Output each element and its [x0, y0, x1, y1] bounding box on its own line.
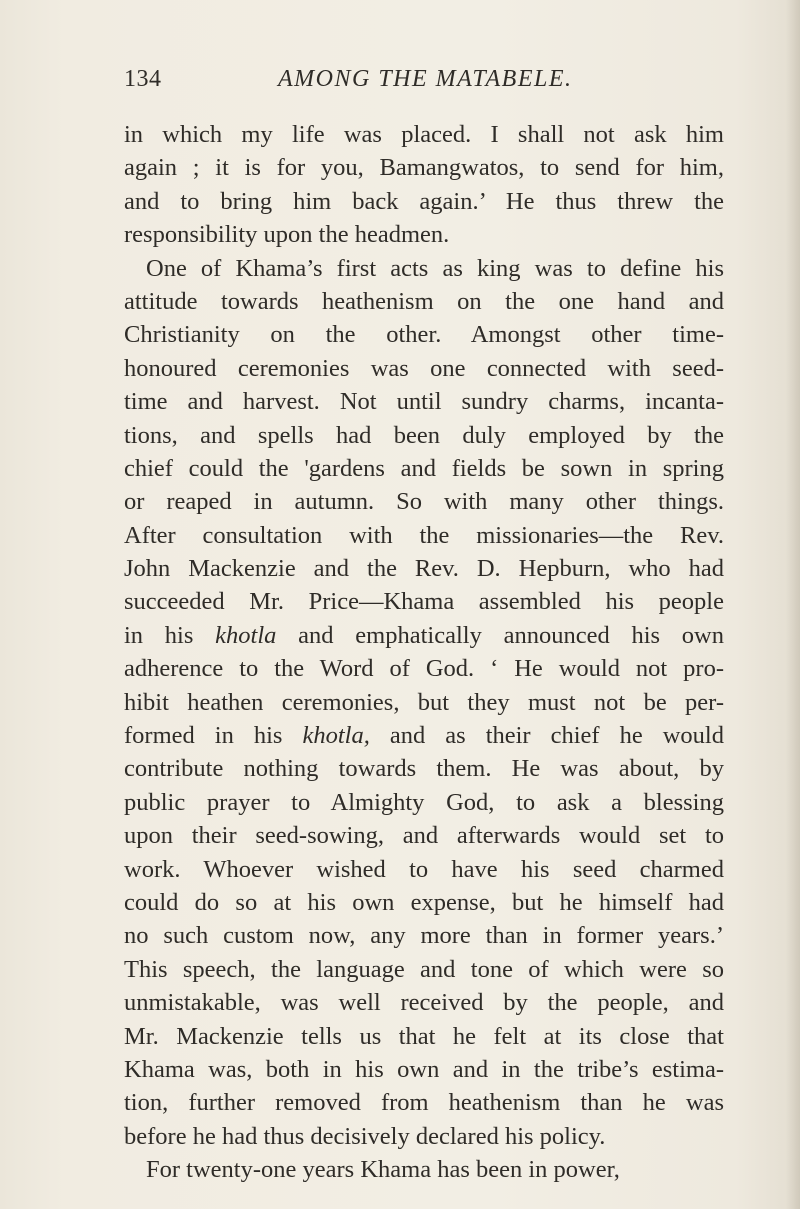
text-line: no such custom now, any more than in former years.’	[124, 922, 724, 950]
italic-term: khotla,	[302, 722, 370, 750]
text-line: John Mackenzie and the Rev. D. Hepburn, who had	[124, 555, 724, 583]
text-line: and to bring him back again.’ He thus threw the	[124, 187, 724, 215]
text-line	[124, 619, 724, 652]
page-header	[124, 66, 724, 106]
page-edge-shadow	[786, 0, 800, 1209]
text-line: succeeded Mr. Price—Khama assembled his people	[124, 588, 724, 616]
text-line: Khama was, both in his own and in the tribe’s estima-	[124, 1055, 724, 1083]
text-span: and emphatically announced his own	[276, 621, 724, 649]
text-line: Mr. Mackenzie tells us that he felt at its close that	[124, 1022, 724, 1050]
text-span: in his	[124, 621, 216, 649]
text-line: adherence to the Word of God. ‘ He would not pro-	[124, 655, 724, 683]
text-line: This speech, the language and tone of which were so	[124, 955, 724, 983]
running-head: AMONG THE MATABELE.	[278, 66, 573, 92]
text-line: unmistakable, was well received by the people, and	[124, 989, 724, 1017]
text-line: before he had thus decisively declared his policy.	[124, 1122, 606, 1150]
text-line: upon their seed-sowing, and afterwards would set to	[124, 822, 724, 850]
text-line: tion, further removed from heathenism than he was	[124, 1089, 724, 1117]
text-line: honoured ceremonies was one connected with seed-	[124, 354, 724, 382]
italic-term: khotla	[215, 621, 277, 649]
text-line: After consultation with the missionaries—the Rev.	[124, 521, 724, 549]
text-line: could do so at his own expense, but he himself had	[124, 888, 724, 916]
text-line: hibit heathen ceremonies, but they must not be per-	[124, 688, 724, 716]
text-line: work. Whoever wished to have his seed charmed	[124, 855, 724, 883]
text-span: formed in his	[124, 722, 303, 750]
text-line: tions, and spells had been duly employed by the	[124, 421, 724, 449]
text-line: public prayer to Almighty God, to ask a blessing	[124, 788, 724, 816]
text-span: and as their chief he would	[369, 722, 724, 750]
body-text	[124, 118, 724, 1187]
text-line: time and harvest. Not until sundry charms, incanta-	[124, 388, 724, 416]
text-line	[124, 719, 724, 752]
text-line: again ; it is for you, Bamangwatos, to send for him,	[124, 154, 724, 182]
page-number: 134	[124, 66, 162, 92]
text-line: contribute nothing towards them. He was about, by	[124, 755, 724, 783]
text-line: or reaped in autumn. So with many other things.	[124, 488, 724, 516]
text-line: responsibility upon the headmen.	[124, 221, 450, 249]
text-line: For twenty-one years Khama has been in power,	[146, 1156, 620, 1184]
text-line: in which my life was placed. I shall not ask him	[124, 121, 724, 148]
text-line: Christianity on the other. Amongst other time-	[124, 321, 724, 349]
text-line: attitude towards heathenism on the one hand and	[124, 287, 724, 315]
text-line: One of Khama’s first acts as king was to define his	[146, 254, 724, 282]
text-line: chief could the 'gardens and fields be sown in spring	[124, 454, 724, 482]
